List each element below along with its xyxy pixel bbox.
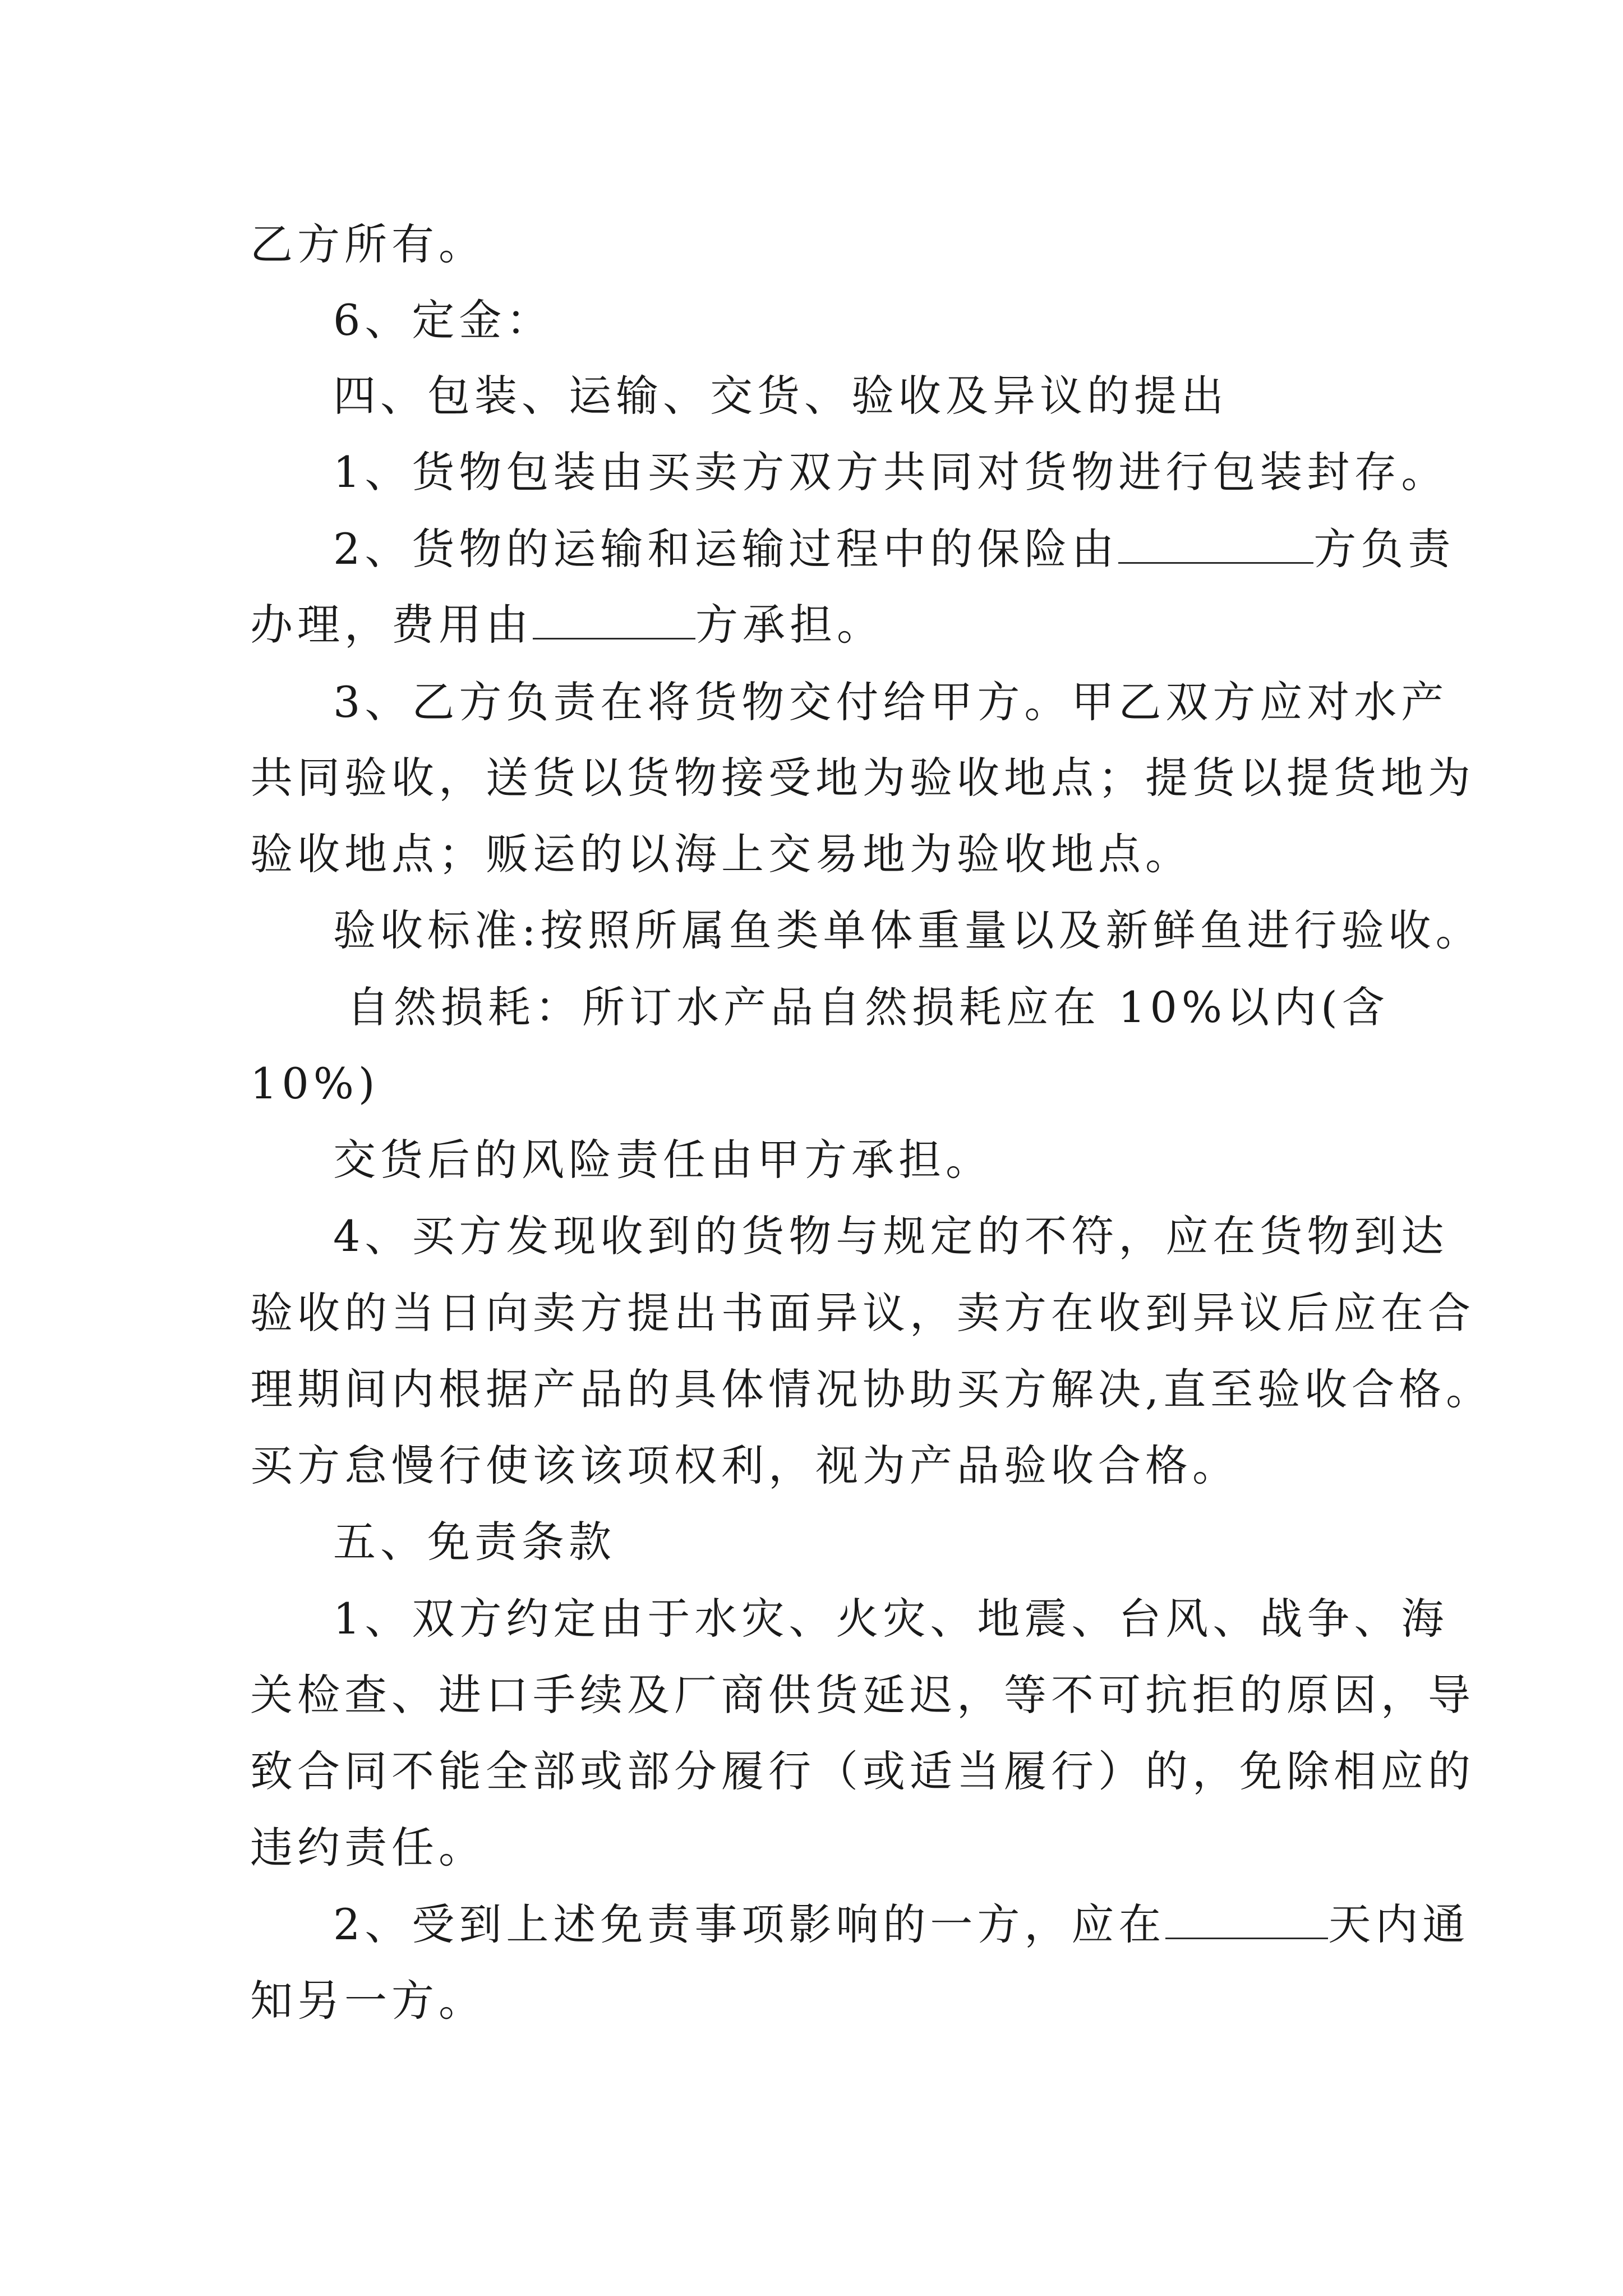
text-line: 验收地点；贩运的以海上交易地为验收地点。 (250, 829, 1192, 879)
text-line: 共同验收，送货以货物接受地为验收地点；提货以提货地为 (250, 753, 1475, 803)
text-line: 6、定金： (333, 295, 554, 345)
text-line: 10%) (250, 1059, 380, 1108)
text-line: 致合同不能全部或部分履行（或适当履行）的，免除相应的 (250, 1746, 1475, 1796)
text-line: 验收标准:按照所属鱼类单体重量以及新鲜鱼进行验收。 (333, 905, 1483, 955)
text-line: 理期间内根据产品的具体情况协助买方解决,直至验收合格。 (250, 1364, 1493, 1414)
text-line: 1、双方约定由于水灾、火灾、地震、台风、战争、海 (333, 1594, 1449, 1644)
section-heading: 五、免责条款 (333, 1517, 616, 1567)
text-line: 办理，费用由 方承担。 (250, 600, 884, 650)
fill-in-blank[interactable] (533, 603, 695, 639)
fill-in-blank[interactable] (1165, 1903, 1328, 1939)
fill-in-blank[interactable] (1118, 527, 1313, 564)
text-line: 买方怠慢行使该该项权利，视为产品验收合格。 (250, 1441, 1239, 1490)
text-line: 2、货物的运输和运输过程中的保险由 方负责 (333, 524, 1455, 574)
text-line: 3、乙方负责在将货物交付给甲方。甲乙双方应对水产 (333, 677, 1449, 727)
text-line: 知另一方。 (250, 1976, 486, 2026)
text-line: 交货后的风险责任由甲方承担。 (333, 1135, 993, 1185)
text-line: 乙方所有。 (250, 219, 486, 269)
text-line: 违约责任。 (250, 1823, 486, 1872)
text-line: 1、货物包装由买卖方双方共同对货物进行包装封存。 (333, 447, 1449, 497)
text-line: 自然损耗：所订水产品自然损耗应在 10%以内(含 (347, 982, 1389, 1032)
text-line: 2、受到上述免责事项影响的一方，应在 天内通 (333, 1899, 1470, 1949)
text-line: 验收的当日向卖方提出书面异议，卖方在收到异议后应在合 (250, 1288, 1475, 1338)
text-line: 关检查、进口手续及厂商供货延迟，等不可抗拒的原因，导 (250, 1670, 1475, 1720)
text-line: 4、买方发现收到的货物与规定的不符，应在货物到达 (333, 1211, 1449, 1261)
section-heading: 四、包装、运输、交货、验收及异议的提出 (333, 371, 1228, 421)
